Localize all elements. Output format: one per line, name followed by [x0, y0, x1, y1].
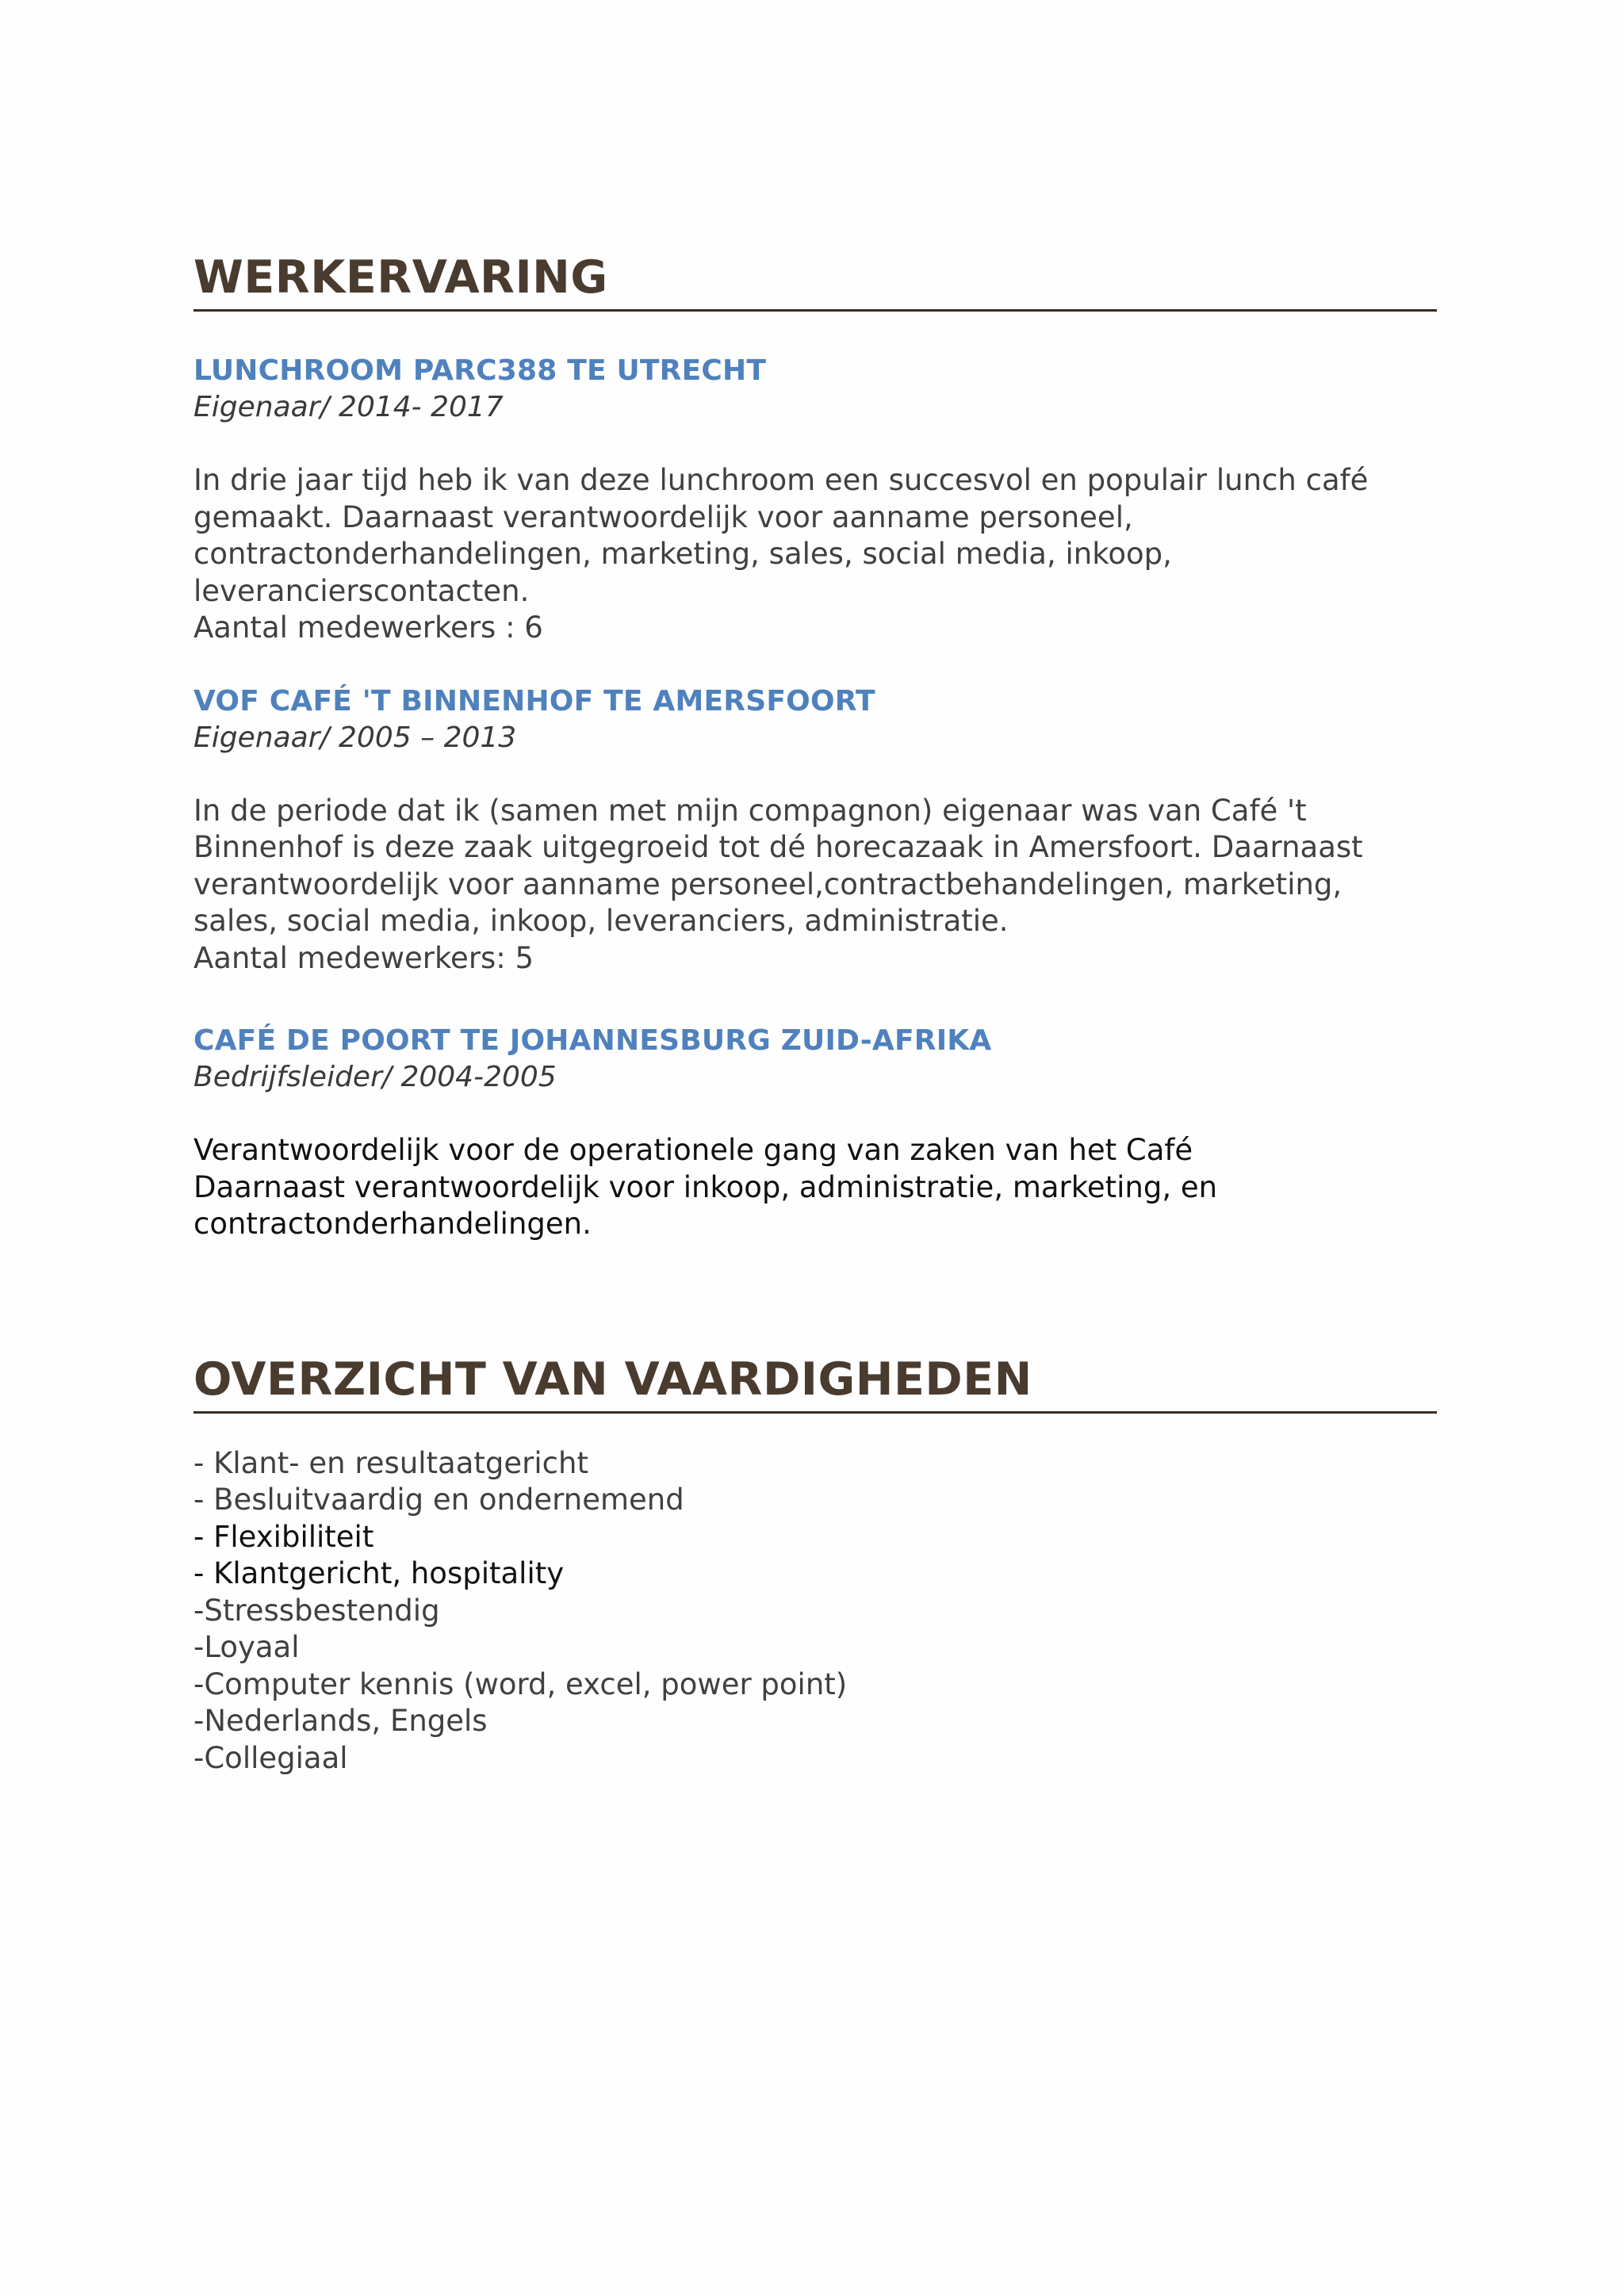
- skill-item: - Besluitvaardig en ondernemend: [193, 1483, 684, 1517]
- job-staff-count: Aantal medewerkers : 6: [193, 610, 543, 645]
- skill-item: - Klant- en resultaatgericht: [193, 1445, 588, 1480]
- document-content: [193, 252, 1437, 1777]
- skill-item: -Loyaal: [193, 1630, 300, 1664]
- skill-item: -Nederlands, Engels: [193, 1704, 488, 1738]
- skill-item: - Klantgericht, hospitality: [193, 1556, 565, 1590]
- skill-item: -Collegiaal: [193, 1740, 348, 1775]
- job-entry: [193, 1023, 1437, 1243]
- skills-heading: OVERZICHT VAN VAARDIGHEDEN: [193, 1353, 1032, 1406]
- skills-divider: [193, 1411, 1437, 1414]
- experience-section: [193, 252, 1437, 1243]
- job-description: In drie jaar tijd heb ik van deze lunchroom een succesvol en populair lunch café gemaakt. Daarnaast verantwoordelijk voor aanname personeel, contractonderhandelingen, marketing, sales, social media, inkoop, leverancierscontacten.: [193, 463, 1369, 608]
- job-title: VOF CAFÉ 'T BINNENHOF TE AMERSFOORT: [193, 684, 875, 718]
- job-entry: [193, 683, 1437, 978]
- job-title: CAFÉ DE POORT TE JOHANNESBURG ZUID-AFRIKA: [193, 1024, 992, 1057]
- experience-divider: [193, 309, 1437, 312]
- job-title: LUNCHROOM PARC388 TE UTRECHT: [193, 354, 767, 387]
- job-description: Verantwoordelijk voor de operationele gang van zaken van het Café Daarnaast verantwoordelijk voor inkoop, administratie, marketing, en contractonderhandelingen.: [193, 1133, 1218, 1241]
- skills-list: [193, 1445, 1437, 1777]
- job-description: In de periode dat ik (samen met mijn compagnon) eigenaar was van Café 't Binnenhof is deze zaak uitgegroeid tot dé horecazaak in Amersfoort. Daarnaast verantwoordelijk voor aanname personeel,contractbehandelingen, marketing, sales, social media, inkoop, leveranciers, administratie.: [193, 793, 1363, 938]
- job-role: Eigenaar/ 2014- 2017: [193, 391, 504, 423]
- skill-item: -Computer kennis (word, excel, power point): [193, 1667, 848, 1701]
- job-role: Eigenaar/ 2005 – 2013: [193, 721, 517, 754]
- experience-heading: WERKERVARING: [193, 251, 608, 304]
- job-staff-count: Aantal medewerkers: 5: [193, 940, 534, 975]
- job-role: Bedrijfsleider/ 2004-2005: [193, 1061, 557, 1093]
- skill-item: - Flexibiliteit: [193, 1519, 374, 1554]
- skill-item: -Stressbestendig: [193, 1593, 440, 1628]
- job-entry: [193, 353, 1437, 647]
- skills-section: [193, 1354, 1437, 1777]
